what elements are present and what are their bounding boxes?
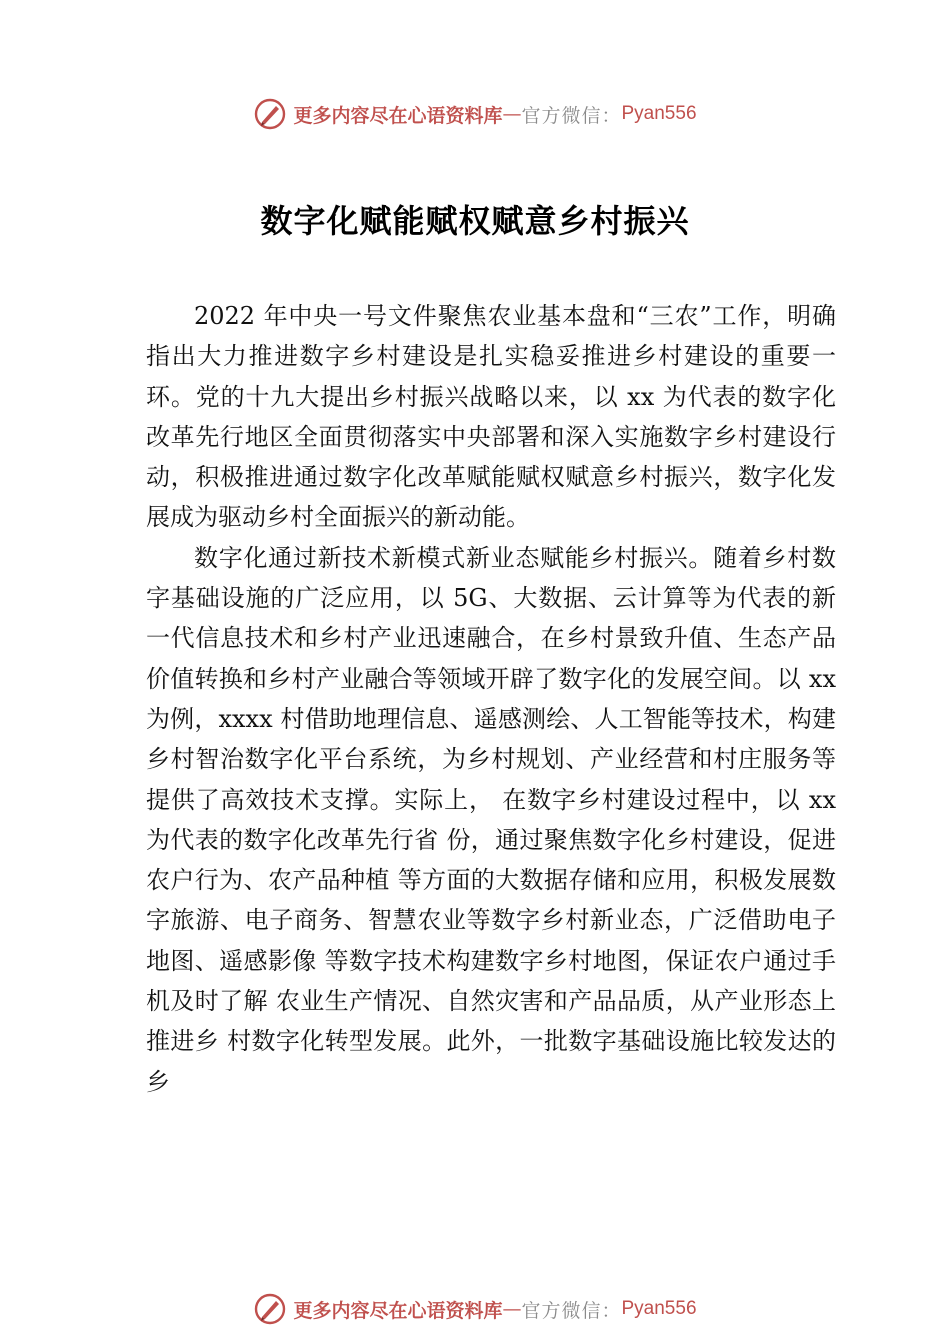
paragraph: 数字化通过新技术新模式新业态赋能乡村振兴。随着乡村数字基础设施的广泛应用，以 5G、大数据、云计算等为代表的新一代信息技术和乡村产业迅速融合，在乡村景致升值、生态产品价值转换和乡村产业融合等领域开辟了数字化的发展空间。以 xx 为例，xxxx 村借助地理信息、遥感测绘、人工智能等技术，构建乡村智治数字化平台系统，为乡村规划、产业经营和村庄服务等提供了高效技术支撑。实际上， 在数字乡村建设过程中，以 xx 为代表的数字化改革先行省 份，通过聚焦数字化乡村建设，促进农户行为、农产品种植 等方面的大数据存储和应用，积极发展数字旅游、电子商务、智慧农业等数字乡村新业态，广泛借助电子地图、遥感影像 等数字技术构建数字乡村地图，保证农户通过手机及时了解 农业生产情况、自然灾害和产品品质，从产业形态上推进乡 村数字化转型发展。此外，一批数字基础设施比较发达的乡 — [146, 543, 836, 1096]
pen-logo-icon — [253, 97, 287, 131]
watermark-text: 更多内容尽在心语资料库 — [293, 1299, 503, 1322]
footer-watermark — [0, 1289, 950, 1329]
watermark-wechat-id: Pyan556 — [621, 103, 697, 124]
watermark-wechat-id: Pyan556 — [621, 1298, 697, 1319]
document-body — [146, 296, 836, 1102]
document-title: 数字化赋能赋权赋意乡村振兴 — [260, 202, 690, 240]
paragraph: 2022 年中央一号文件聚焦农业基本盘和“三农”工作，明确指出大力推进数字乡村建设是扎实稳妥推进乡村建设的重要一环。党的十九大提出乡村振兴战略以来，以 xx 为代表的数字化改革先行地区全面贯彻落实中央部署和深入实施数字乡村建设行动，积极推进通过数字化改革赋能赋权赋意乡村振兴，数字化发展成为驱动乡村全面振兴的新动能。 — [146, 302, 836, 532]
watermark-label: 官方微信： — [521, 1299, 622, 1322]
header-watermark — [0, 94, 950, 134]
pen-logo-icon — [253, 1292, 287, 1326]
watermark-label: 官方微信： — [521, 104, 622, 127]
watermark-dash: — — [502, 103, 522, 125]
watermark-text: 更多内容尽在心语资料库 — [293, 104, 503, 127]
watermark-dash: — — [502, 1298, 522, 1320]
